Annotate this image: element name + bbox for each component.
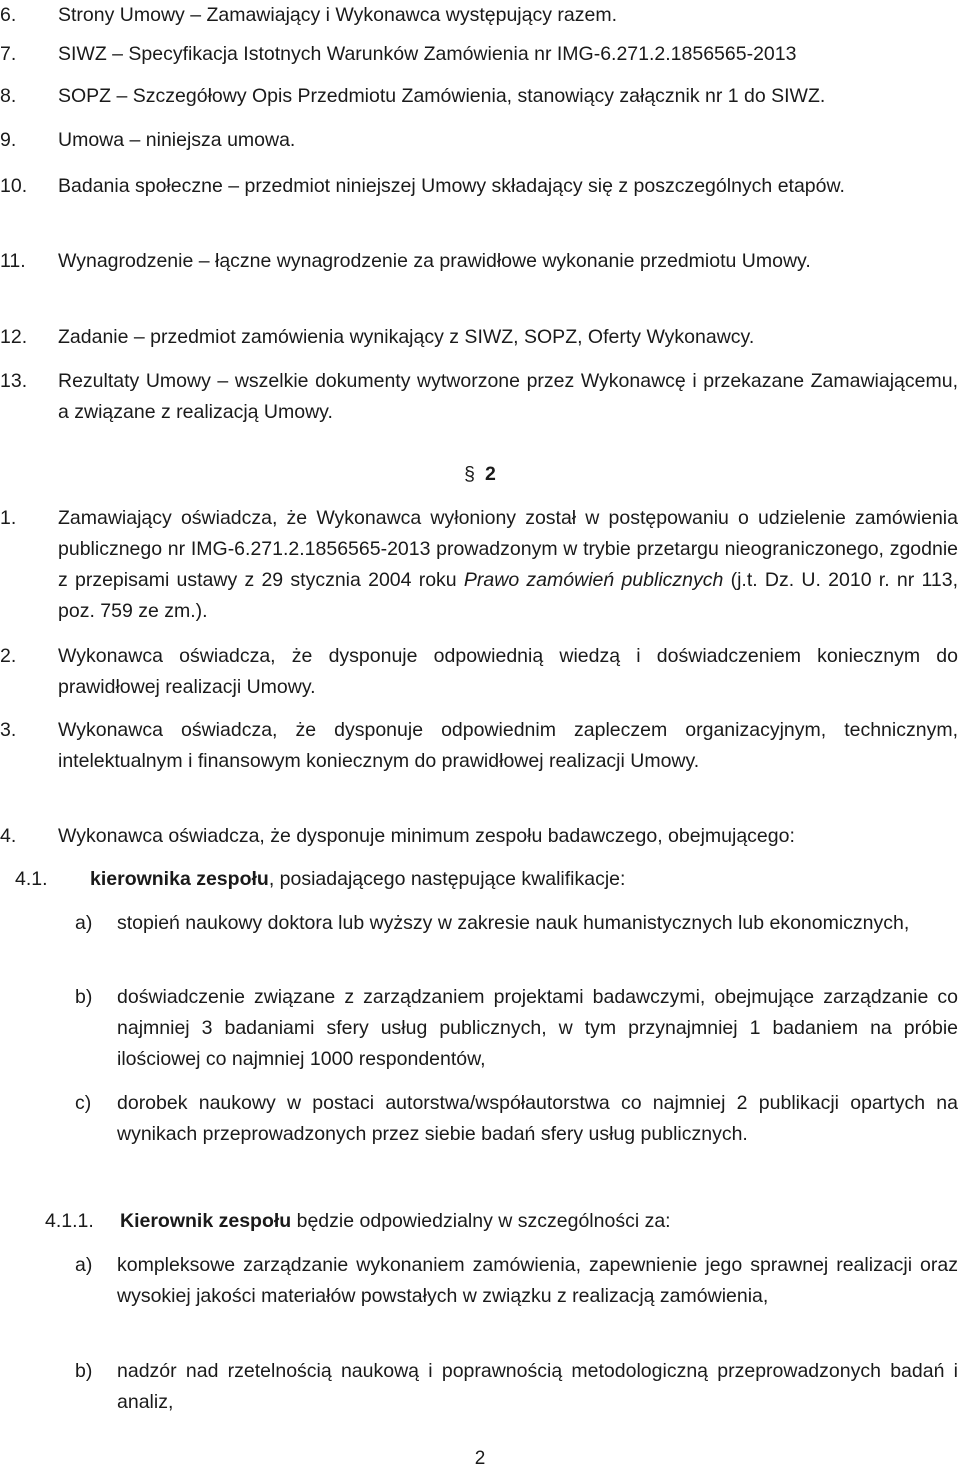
duty-item (75, 1250, 958, 1312)
definition-item (0, 171, 958, 202)
definition-number: 6. (0, 4, 17, 26)
definition-text: Zadanie – przedmiot zamówienia wynikający z SIWZ, SOPZ, Oferty Wykonawcy. (58, 326, 755, 348)
clause-text: Wykonawca oświadcza, że dysponuje odpowiednią wiedzą i doświadczeniem koniecznym do prawidłowej realizacji Umowy. (58, 645, 958, 698)
definition-number: 11. (0, 250, 26, 272)
section-heading (0, 459, 960, 490)
clause-number: 2. (0, 645, 17, 667)
definition-number: 9. (0, 129, 17, 151)
definition-text: Wynagrodzenie – łączne wynagrodzenie za prawidłowe wykonanie przedmiotu Umowy. (58, 250, 811, 272)
clause-item (0, 641, 958, 703)
definition-text: Umowa – niniejsza umowa. (58, 129, 296, 151)
definition-text: SIWZ – Specyfikacja Istotnych Warunków Zamówienia nr IMG-6.271.2.1856565-2013 (58, 43, 797, 65)
clause-text: Wykonawca oświadcza, że dysponuje odpowiednim zapleczem organizacyjnym, technicznym, intelektualnym i finansowym koniecznym do prawidłowej realizacji Umowy. (58, 719, 958, 772)
duty-letter: a) (75, 1254, 93, 1276)
qualification-letter: c) (75, 1092, 92, 1114)
subclause-number: 4.1.1. (45, 1210, 94, 1232)
qualification-item (75, 982, 958, 1075)
clause-text-part: Zamawiający oświadcza, że Wykonawca wyłoniony został w postępowaniu o udzielenie zamówienia publicznego nr IMG-6.271.2.1856565-2013 prowadzonym w trybie przetargu nieograniczonego, zgodnie z przepisami ustawy z 29 stycznia 2004 roku (58, 507, 958, 591)
clause-number: 1. (0, 507, 17, 529)
section-symbol: § (464, 463, 475, 485)
definition-item (0, 246, 958, 277)
definition-item (0, 0, 958, 31)
qualification-letter: a) (75, 912, 93, 934)
subclause-text-part: , posiadającego następujące kwalifikacje: (268, 868, 626, 890)
definition-number: 8. (0, 85, 17, 107)
subclause-bold: Kierownik zespołu (120, 1210, 292, 1232)
qualification-text: dorobek naukowy w postaci autorstwa/współautorstwa co najmniej 2 publikacji opartych na wynikach przeprowadzonych przez siebie badań sfery usług publicznych. (117, 1092, 958, 1145)
qualification-item (75, 908, 958, 939)
clause-item (0, 715, 958, 777)
definition-number: 12. (0, 326, 28, 348)
qualification-text: stopień naukowy doktora lub wyższy w zakresie nauk humanistycznych lub ekonomicznych, (117, 912, 910, 934)
definition-text: Strony Umowy – Zamawiający i Wykonawca występujący razem. (58, 4, 617, 26)
definition-text: Rezultaty Umowy – wszelkie dokumenty wytworzone przez Wykonawcę i przekazane Zamawiającemu, a związane z realizacją Umowy. (58, 370, 958, 423)
definition-number: 10. (0, 175, 28, 197)
act-title: Prawo zamówień publicznych (463, 569, 724, 591)
definition-number: 13. (0, 370, 28, 392)
page-number: 2 (474, 1448, 486, 1469)
clause-text: Wykonawca oświadcza, że dysponuje minimum zespołu badawczego, obejmującego: (58, 825, 795, 847)
definition-text: Badania społeczne – przedmiot niniejszej Umowy składający się z poszczególnych etapów. (58, 175, 845, 197)
clause-number: 3. (0, 719, 17, 741)
subclause-text-part: będzie odpowiedzialny w szczególności za: (291, 1210, 671, 1232)
duty-item (75, 1356, 958, 1418)
subclause-text (120, 1206, 958, 1237)
section-number: 2 (485, 463, 496, 485)
definition-item (0, 125, 958, 156)
subclause-number: 4.1. (15, 868, 48, 890)
duty-text: kompleksowe zarządzanie wykonaniem zamówienia, zapewnienie jego sprawnej realizacji oraz wysokiej jakości materiałów powstałych w związku z realizacją zamówienia, (117, 1254, 958, 1307)
definition-item (0, 39, 958, 70)
subclause-text (90, 864, 958, 895)
qualification-text: doświadczenie związane z zarządzaniem projektami badawczymi, obejmujące zarządzanie co najmniej 3 badaniami sfery usług publicznych, w tym przynajmniej 1 badaniem na próbie ilościowej co najmniej 1000 respondentów, (117, 986, 958, 1070)
qualification-letter: b) (75, 986, 93, 1008)
clause-text (58, 503, 958, 627)
clause-item (0, 821, 958, 852)
definition-number: 7. (0, 43, 17, 65)
duty-letter: b) (75, 1360, 93, 1382)
clause-text-part: (j.t. Dz. U. 2010 r. nr 113, poz. 759 ze zm.). (58, 569, 958, 622)
subclause-item (15, 864, 958, 895)
clause-item (0, 503, 958, 627)
definition-text: SOPZ – Szczegółowy Opis Przedmiotu Zamówienia, stanowiący załącznik nr 1 do SIWZ. (58, 85, 826, 107)
qualification-item (75, 1088, 958, 1150)
definition-item (0, 81, 958, 112)
definition-item (0, 366, 958, 428)
subclause-bold: kierownika zespołu (90, 868, 269, 890)
clause-number: 4. (0, 825, 17, 847)
definition-item (0, 322, 958, 353)
duty-text: nadzór nad rzetelnością naukową i poprawnością metodologiczną przeprowadzonych badań i analiz, (117, 1360, 958, 1413)
subclause-item (45, 1206, 958, 1237)
